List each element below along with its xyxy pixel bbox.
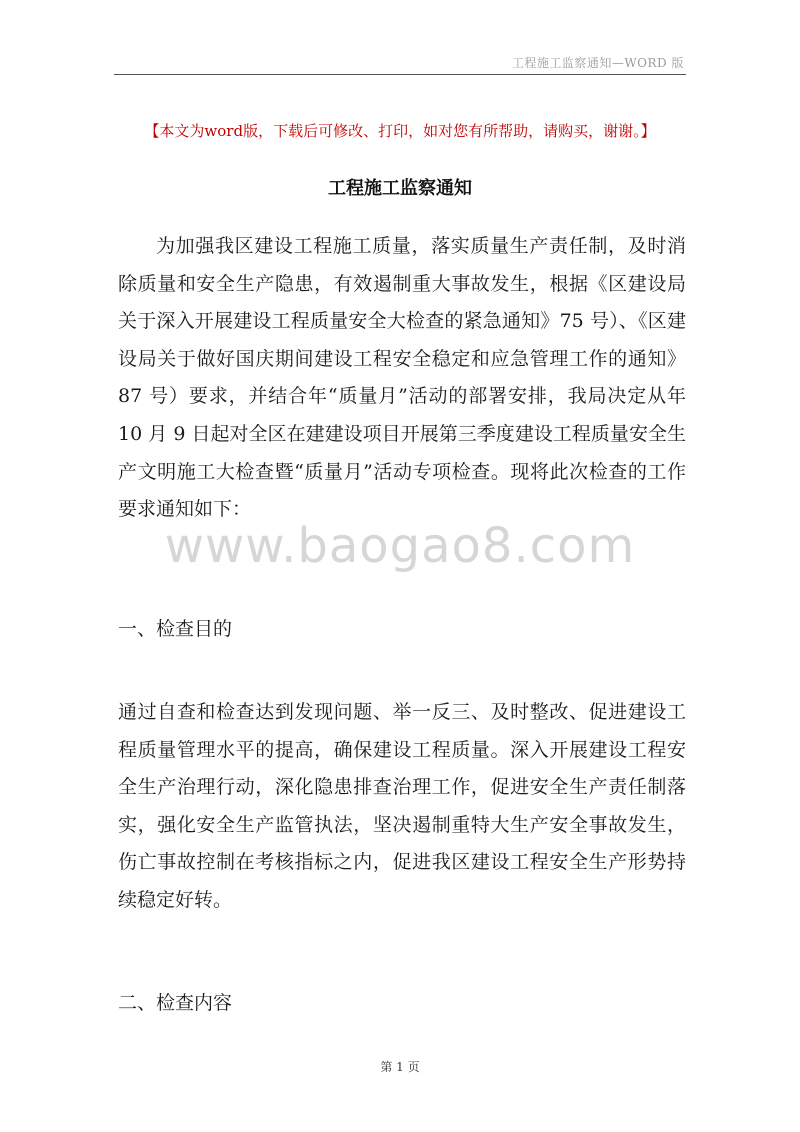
document-title: 工程施工监察通知 <box>328 178 472 199</box>
header-divider <box>114 74 686 75</box>
running-header: 工程施工监察通知—WORD 版 <box>511 56 684 70</box>
section-heading-purpose: 一、检查目的 <box>118 618 233 640</box>
section-heading-content: 二、检查内容 <box>118 992 233 1014</box>
intro-paragraph: 为加强我区建设工程施工质量，落实质量生产责任制，及时消除质量和安全生产隐患，有效遏制重大事故发生，根据《区建设局关于深入开展建设工程质量安全大检查的紧急通知》75 号）、《区建设局关于做好国庆期间建设工程安全稳定和应急管理工作的通知》87 号）要求，并结合年“质量月”活动的部署安排，我局决定从年 10 月 9 日起对全区在建建设项目开展第三季度建设工程质量安全生产文明施工大检查暨“质量月”活动专项检查。现将此次检查的工作要求通知如下： <box>118 235 686 521</box>
site-watermark: www.baogao8.com <box>164 518 636 574</box>
purpose-paragraph: 通过自查和检查达到发现问题、举一反三、及时整改、促进建设工程质量管理水平的提高，确保建设工程质量。深入开展建设工程安全生产治理行动，深化隐患排查治理工作，促进安全生产责任制落实，强化安全生产监管执法，坚决遏制重特大生产安全事故发生，伤亡事故控制在考核指标之内，促进我区建设工程安全生产形势持续稳定好转。 <box>118 701 686 911</box>
purchase-notice: 【本文为word版，下载后可修改、打印，如对您有所帮助，请购买，谢谢。】 <box>144 122 656 140</box>
page-number: 第 1 页 <box>380 1060 420 1074</box>
